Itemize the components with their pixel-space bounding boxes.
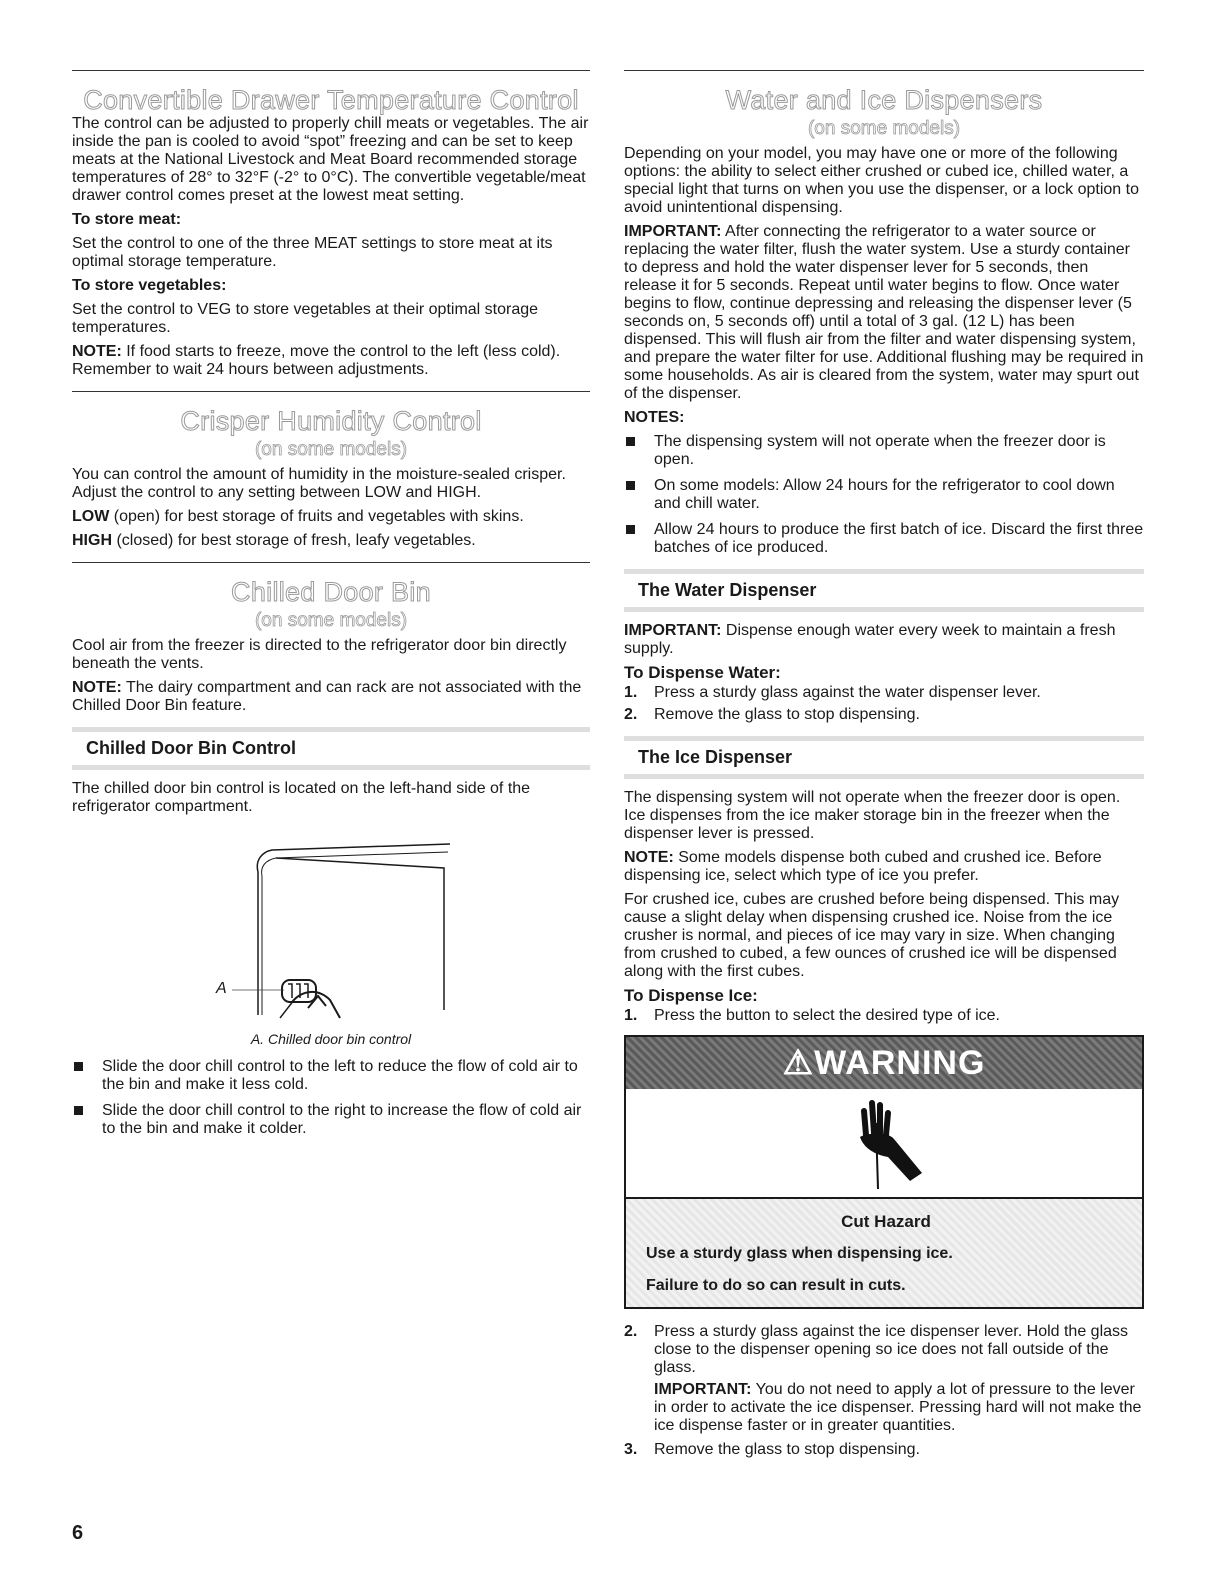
list-item-text: Slide the door chill control to the left to reduce the flow of cold air to the bin and make it less cold.: [102, 1058, 578, 1093]
convertible-drawer-heading: Convertible Drawer Temperature Control: [83, 85, 579, 115]
dispense-water-heading: To Dispense Water:: [624, 663, 781, 682]
warning-line-2: Failure to do so can result in cuts.: [646, 1277, 906, 1294]
left-column: [72, 70, 590, 1146]
door-chill-bullets: [72, 1058, 590, 1138]
warning-line-1: Use a sturdy glass when dispensing ice.: [646, 1245, 953, 1262]
cut-hazard-warning: [624, 1035, 1144, 1309]
important-text: Dispense enough water every week to maintain a fresh supply.: [624, 622, 1116, 657]
list-item: [624, 684, 1144, 702]
bullet-icon: [74, 1106, 83, 1115]
warning-header: [626, 1037, 1142, 1089]
list-item-text: Slide the door chill control to the right to increase the flow of cold air to the bin and make it colder.: [102, 1102, 582, 1137]
bullet-icon: [74, 1062, 83, 1071]
water-dispenser-heading: The Water Dispenser: [624, 569, 1144, 612]
store-vegetables-heading: To store vegetables:: [72, 277, 227, 294]
ice-intro: The dispensing system will not operate when the freezer door is open. Ice dispenses from the ice maker storage bin in the freezer when the dispenser lever is pressed.: [624, 789, 1121, 842]
dispense-ice-heading: To Dispense Ice:: [624, 986, 758, 1005]
section-divider: [72, 562, 590, 563]
crisper-intro: You can control the amount of humidity in the moisture-sealed crisper. Adjust the control to any setting between LOW and HIGH.: [72, 466, 566, 501]
list-item: [624, 521, 1144, 557]
list-item: [624, 433, 1144, 469]
crushed-ice-text: For crushed ice, cubes are crushed before being dispensed. This may cause a slight delay when dispensing crushed ice. Noise from the ice crusher is normal, and pieces of ice may vary in size. When changing from crushed to cubed, a few ounces of crushed ice will be dispensed along with the first cubes.: [624, 891, 1120, 980]
list-item: [624, 477, 1144, 513]
step-number: 1.: [624, 1007, 638, 1024]
step-text: Press the button to select the desired type of ice.: [654, 1007, 1000, 1024]
step-text: Press a sturdy glass against the water dispenser lever.: [654, 684, 1041, 701]
important-text: After connecting the refrigerator to a water source or replacing the water filter, flush the water system. Use a sturdy container to depress and hold the water dispenser lever for 5 seconds, then release it for 5 seconds. Repeat until water begins to flow. Once water begins to flow, continue depressing and releasing the dispenser lever (5 seconds on, 5 seconds off) until a total of 3 gal. (12 L) has been dispensed. This will flush air from the filter and water dispensing system, and prepare the water filter for use. Additional flushing may be required in some households. As air is cleared from the system, water may spurt out of the dispenser.: [624, 223, 1144, 402]
step-text: Remove the glass to stop dispensing.: [654, 706, 920, 723]
list-item: [624, 1323, 1144, 1435]
note-label: NOTE:: [72, 679, 122, 696]
step-number: 3.: [624, 1441, 638, 1458]
bullet-icon: [626, 525, 635, 534]
high-label: HIGH: [72, 532, 112, 549]
store-meat-heading: To store meat:: [72, 211, 182, 228]
list-item: [624, 1441, 1144, 1459]
low-description: (open) for best storage of fruits and vegetables with skins.: [109, 508, 524, 525]
important-label: IMPORTANT:: [624, 223, 722, 240]
step-text: Remove the glass to stop dispensing.: [654, 1441, 920, 1458]
figure-callout-a: A: [216, 980, 227, 997]
list-item-text: Allow 24 hours to produce the first batch of ice. Discard the first three batches of ice produced.: [654, 521, 1144, 556]
note-label: NOTE:: [624, 849, 674, 866]
note-text: The dairy compartment and can rack are not associated with the Chilled Door Bin feature.: [72, 679, 582, 714]
bullet-icon: [626, 437, 635, 446]
store-meat-text: Set the control to one of the three MEAT settings to store meat at its optimal storage temperature.: [72, 235, 553, 270]
high-setting-text: [72, 532, 590, 550]
warning-title: Cut Hazard: [841, 1212, 931, 1231]
step-text: Press a sturdy glass against the ice dispenser lever. Hold the glass close to the dispenser opening so ice does not fall outside of the glass.: [654, 1323, 1129, 1376]
important-label: IMPORTANT:: [624, 622, 722, 639]
hand-cut-symbol: [836, 1093, 936, 1193]
chilled-door-bin-control-heading: Chilled Door Bin Control: [72, 727, 590, 770]
dispense-ice-step-1: [624, 1007, 1144, 1025]
section-divider: [624, 70, 1144, 71]
right-column: [624, 70, 1144, 1465]
refrigerator-door-drawing: [72, 830, 590, 1030]
ice-note: [624, 849, 1144, 885]
list-item: [72, 1102, 590, 1138]
step-number: 2.: [624, 1323, 638, 1340]
important-text: You do not need to apply a lot of pressure to the lever in order to activate the ice dispenser. Pressing hard will not make the ice dispense faster or in greater quantities.: [654, 1381, 1142, 1434]
note-text: Some models dispense both cubed and crushed ice. Before dispensing ice, select which type of ice you prefer.: [624, 849, 1102, 884]
step-number: 2.: [624, 706, 638, 723]
warning-body: [626, 1199, 1142, 1307]
list-item-text: The dispensing system will not operate when the freezer door is open.: [654, 433, 1106, 468]
important-label: IMPORTANT:: [654, 1381, 752, 1398]
step-number: 1.: [624, 684, 638, 701]
chilled-bin-subtitle: (on some models): [254, 610, 408, 631]
section-divider: [72, 70, 590, 71]
ice-dispenser-heading: The Ice Dispenser: [624, 736, 1144, 779]
chilled-door-bin-illustration: [72, 830, 590, 1030]
warning-label: WARNING: [814, 1044, 986, 1082]
crisper-subtitle: (on some models): [254, 439, 408, 460]
store-vegetables-text: Set the control to VEG to store vegetables at their optimal storage temperatures.: [72, 301, 539, 336]
flush-instructions: [624, 223, 1144, 403]
dispense-ice-steps-continued: [624, 1323, 1144, 1459]
chilled-door-bin-heading: Chilled Door Bin: [231, 577, 431, 607]
bullet-icon: [626, 481, 635, 490]
note-text: If food starts to freeze, move the control to the left (less cold). Remember to wait 24 hours between adjustments.: [72, 343, 561, 378]
drawer-note: [72, 343, 590, 379]
chilled-bin-intro: Cool air from the freezer is directed to the refrigerator door bin directly beneath the vents.: [72, 637, 567, 672]
chilled-bin-control-location: The chilled door bin control is located on the left-hand side of the refrigerator compartment.: [72, 780, 531, 815]
note-label: NOTE:: [72, 343, 122, 360]
dispense-water-steps: [624, 684, 1144, 724]
dispensers-subtitle: (on some models): [807, 118, 961, 139]
notes-list: [624, 433, 1144, 557]
list-item: [624, 706, 1144, 724]
list-item: [72, 1058, 590, 1094]
convertible-drawer-intro: The control can be adjusted to properly chill meats or vegetables. The air inside the pan is cooled to avoid “spot” freezing and can be set to keep meats at the National Livestock and Meat Board recommended storage temperatures of 28° to 32°F (-2° to 0°C). The convertible vegetable/meat drawer control comes preset at the lowest meat setting.: [72, 115, 589, 204]
figure-caption: A. Chilled door bin control: [250, 1031, 412, 1047]
list-item-text: On some models: Allow 24 hours for the refrigerator to cool down and chill water.: [654, 477, 1115, 512]
section-divider: [72, 391, 590, 392]
water-ice-dispensers-heading: Water and Ice Dispensers: [725, 85, 1043, 115]
notes-heading: NOTES:: [624, 409, 685, 426]
chilled-bin-note: [72, 679, 590, 715]
dispensers-intro: Depending on your model, you may have one or more of the following options: the ability to select either crushed or cubed ice, chilled water, a special light that turns on when you use the dispenser, or a lock option to avoid unintentional dispensing.: [624, 145, 1139, 216]
page-number: 6: [72, 1522, 84, 1544]
water-important: [624, 622, 1144, 658]
cut-hand-icon: [626, 1089, 1142, 1199]
low-setting-text: [72, 508, 590, 526]
low-label: LOW: [72, 508, 110, 525]
high-description: (closed) for best storage of fresh, leafy vegetables.: [112, 532, 476, 549]
step-important: [654, 1381, 1144, 1435]
warning-triangle-icon: ⚠: [782, 1044, 815, 1082]
list-item: [624, 1007, 1144, 1025]
crisper-humidity-heading: Crisper Humidity Control: [180, 406, 482, 436]
